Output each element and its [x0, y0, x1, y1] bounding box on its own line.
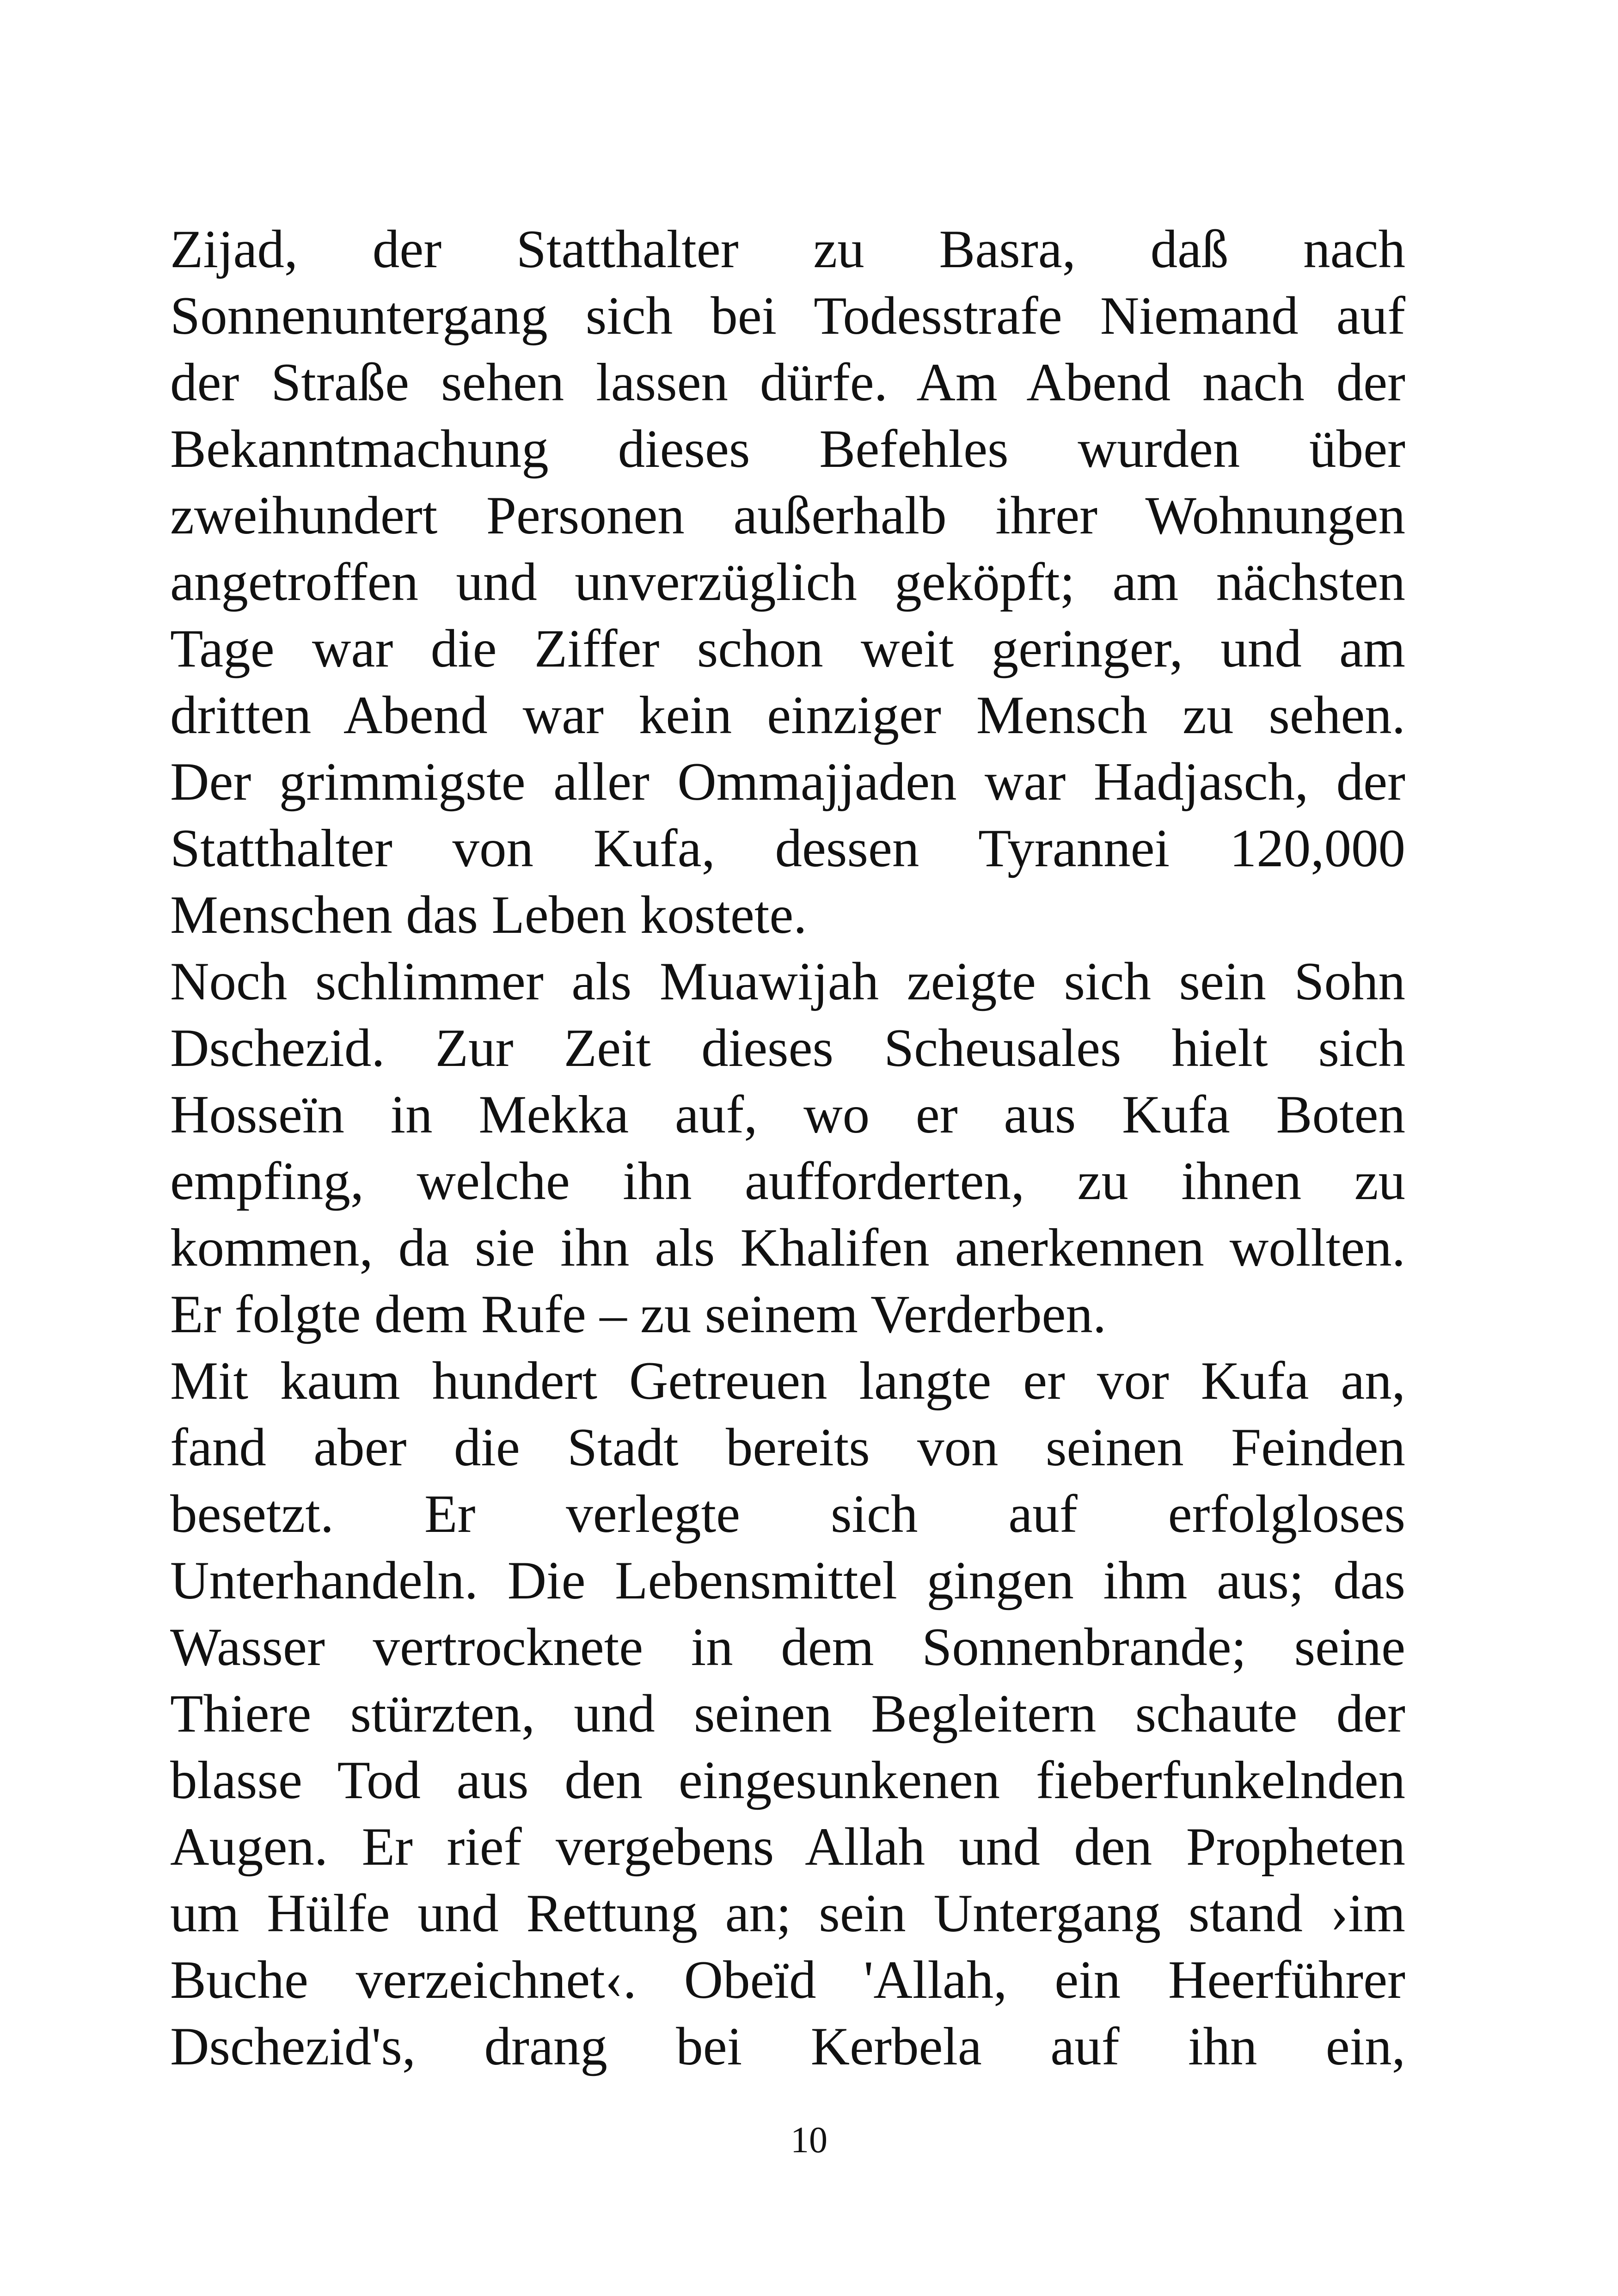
text-line: Zijad, der Statthalter zu Basra, daß nach: [170, 220, 1405, 279]
text-line: Hosseïn in Mekka auf, wo er aus Kufa Boten: [170, 1085, 1405, 1145]
text-line: Wasser vertrocknete in dem Sonnenbrande; seine: [170, 1617, 1405, 1677]
text-line: Dschezid's, drang bei Kerbela auf ihn ein,: [170, 2017, 1405, 2076]
text-line: um Hülfe und Rettung an; sein Untergang stand ›im: [170, 1884, 1405, 1943]
page-number: 10: [791, 2120, 827, 2161]
text-line: empfing, welche ihn aufforderten, zu ihnen zu: [170, 1151, 1405, 1211]
text-line: angetroffen und unverzüglich geköpft; am nächsten: [170, 552, 1405, 612]
text-line: Dschezid. Zur Zeit dieses Scheusales hielt sich: [170, 1018, 1405, 1078]
text-line: Unterhandeln. Die Lebensmittel gingen ihm aus; das: [170, 1551, 1405, 1610]
text-line: blasse Tod aus den eingesunkenen fieberfunkelnden: [170, 1751, 1405, 1810]
text-line: Augen. Er rief vergebens Allah und den Propheten: [170, 1817, 1405, 1877]
text-line: Thiere stürzten, und seinen Begleitern schaute der: [170, 1684, 1405, 1744]
text-line: der Straße sehen lassen dürfe. Am Abend nach der: [170, 353, 1405, 412]
text-line: Noch schlimmer als Muawijah zeigte sich sein Sohn: [170, 952, 1405, 1011]
text-line: Statthalter von Kufa, dessen Tyrannei 120,000: [170, 819, 1405, 878]
text-line: Bekanntmachung dieses Befehles wurden über: [170, 419, 1405, 479]
text-line: Tage war die Ziffer schon weit geringer, und am: [170, 619, 1405, 679]
text-line: fand aber die Stadt bereits von seinen Feinden: [170, 1418, 1405, 1477]
text-line: Der grimmigste aller Ommajjaden war Hadjasch, der: [170, 752, 1405, 812]
text-line: dritten Abend war kein einziger Mensch zu sehen.: [170, 686, 1405, 745]
text-line: besetzt. Er verlegte sich auf erfolgloses: [170, 1484, 1405, 1544]
text-line: Menschen das Leben kostete.: [170, 885, 807, 945]
text-line: Sonnenuntergang sich bei Todesstrafe Niemand auf: [170, 286, 1405, 346]
text-line: kommen, da sie ihn als Khalifen anerkennen wollten.: [170, 1218, 1405, 1278]
text-line: zweihundert Personen außerhalb ihrer Wohnungen: [170, 486, 1405, 545]
text-line: Mit kaum hundert Getreuen langte er vor Kufa an,: [170, 1351, 1405, 1411]
body-text: [170, 216, 1405, 2080]
text-line: Buche verzeichnet‹. Obeïd 'Allah, ein Heerführer: [170, 1950, 1405, 2010]
text-line: Er folgte dem Rufe – zu seinem Verderben.: [170, 1285, 1107, 1344]
